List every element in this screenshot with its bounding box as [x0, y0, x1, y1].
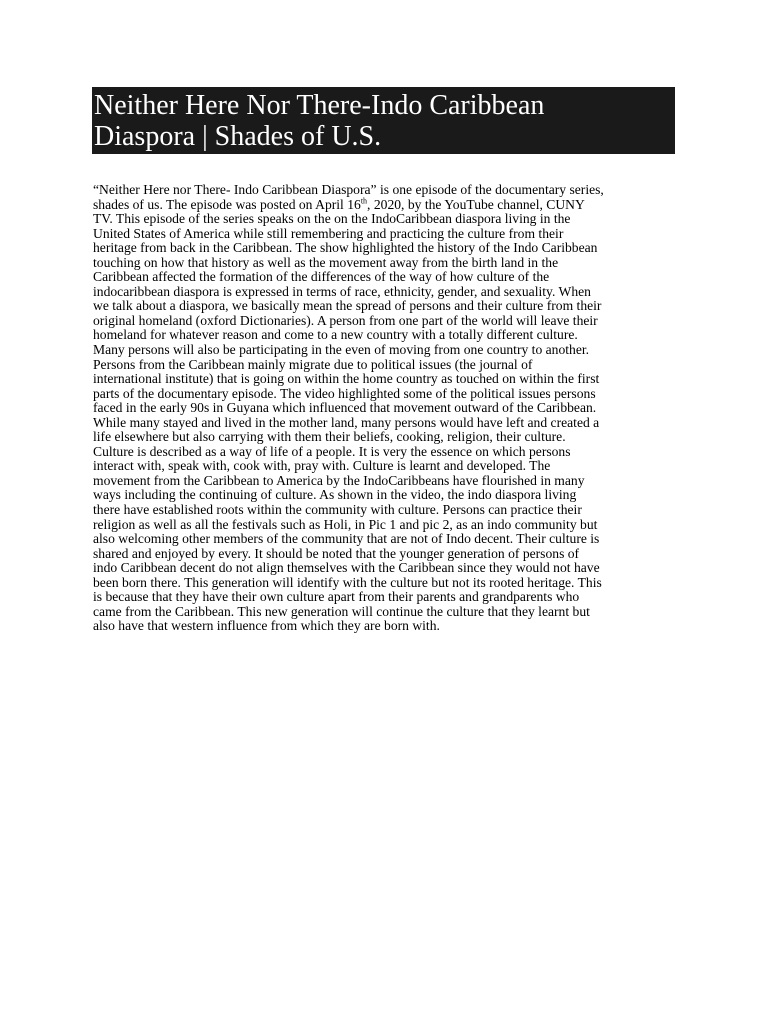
body-line: there have established roots within the community with culture. Persons can practice their	[93, 502, 582, 518]
body-line: “Neither Here nor There- Indo Caribbean Diaspora” is one episode of the documentary series,	[93, 182, 604, 197]
body-line: parts of the documentary episode. The video highlighted some of the political issues persons	[93, 385, 596, 401]
title-line-2: Diaspora | Shades of U.S.	[94, 121, 382, 152]
date-ordinal-superscript: th	[360, 196, 368, 206]
body-line: ways including the continuing of culture. As shown in the video, the indo diaspora living	[93, 487, 577, 503]
body-line: Persons from the Caribbean mainly migrate due to political issues (the journal of	[93, 356, 533, 372]
body-line: faced in the early 90s in Guyana which influenced that movement outward of the Caribbean.	[93, 400, 597, 416]
body-line: Many persons will also be participating in the even of moving from one country to another.	[93, 342, 590, 358]
body-line: came from the Caribbean. This new generation will continue the culture that they learnt but	[93, 603, 590, 619]
body-line: TV. This episode of the series speaks on the on the IndoCaribbean diaspora living in the	[93, 211, 571, 227]
body-line: also have that western influence from which they are born with.	[93, 618, 440, 634]
title-line-1: Neither Here Nor There-Indo Caribbean	[94, 90, 545, 121]
body-line: movement from the Caribbean to America by the IndoCaribbeans have flourished in many	[93, 472, 585, 488]
body-line: touching on how that history as well as the movement away from the birth land in the	[93, 254, 559, 270]
body-line: also welcoming other members of the community that are not of Indo decent. Their culture is	[93, 531, 600, 547]
body-line: interact with, speak with, cook with, pray with. Culture is learnt and developed. The	[93, 458, 551, 474]
date-text-before: shades of us. The episode was posted on April 16	[93, 196, 361, 212]
body-line: life elsewhere but also carrying with them their beliefs, cooking, religion, their culture.	[93, 429, 566, 445]
body-line: original homeland (oxford Dictionaries). A person from one part of the world will leave their	[93, 312, 598, 328]
body-lines-container	[93, 212, 683, 634]
body-line: religion as well as all the festivals such as Holi, in Pic 1 and pic 2, as an indo community but	[93, 516, 598, 532]
body-line-with-date	[93, 198, 683, 213]
body-line: international institute) that is going on within the home country as touched on within the first	[93, 371, 600, 387]
body-line: Culture is described as a way of life of a people. It is very the essence on which persons	[93, 443, 571, 459]
body-line: While many stayed and lived in the mother land, many persons would have left and created a	[93, 414, 600, 430]
date-text-after: , 2020, by the YouTube channel, CUNY	[367, 196, 585, 212]
body-line: indo Caribbean decent do not align themselves with the Caribbean since they would not have	[93, 560, 600, 576]
body-line: indocaribbean diaspora is expressed in terms of race, ethnicity, gender, and sexuality. When	[93, 283, 591, 299]
body-line: shared and enjoyed by every. It should be noted that the younger generation of persons of	[93, 545, 580, 561]
title-banner	[92, 87, 675, 154]
body-line: Caribbean affected the formation of the differences of the way of how culture of the	[93, 269, 550, 285]
body-line: is because that they have their own culture apart from their parents and grandparents who	[93, 589, 580, 605]
body-line: been born there. This generation will identify with the culture but not its rooted heritage. This	[93, 574, 602, 590]
body-line: we talk about a diaspora, we basically mean the spread of persons and their culture from their	[93, 298, 602, 314]
body-line: United States of America while still remembering and practicing the culture from their	[93, 225, 564, 241]
body-paragraph	[93, 183, 683, 634]
body-line: heritage from back in the Caribbean. The show highlighted the history of the Indo Caribbean	[93, 240, 598, 256]
body-line: homeland for whatever reason and come to a new country with a totally different culture.	[93, 327, 578, 343]
